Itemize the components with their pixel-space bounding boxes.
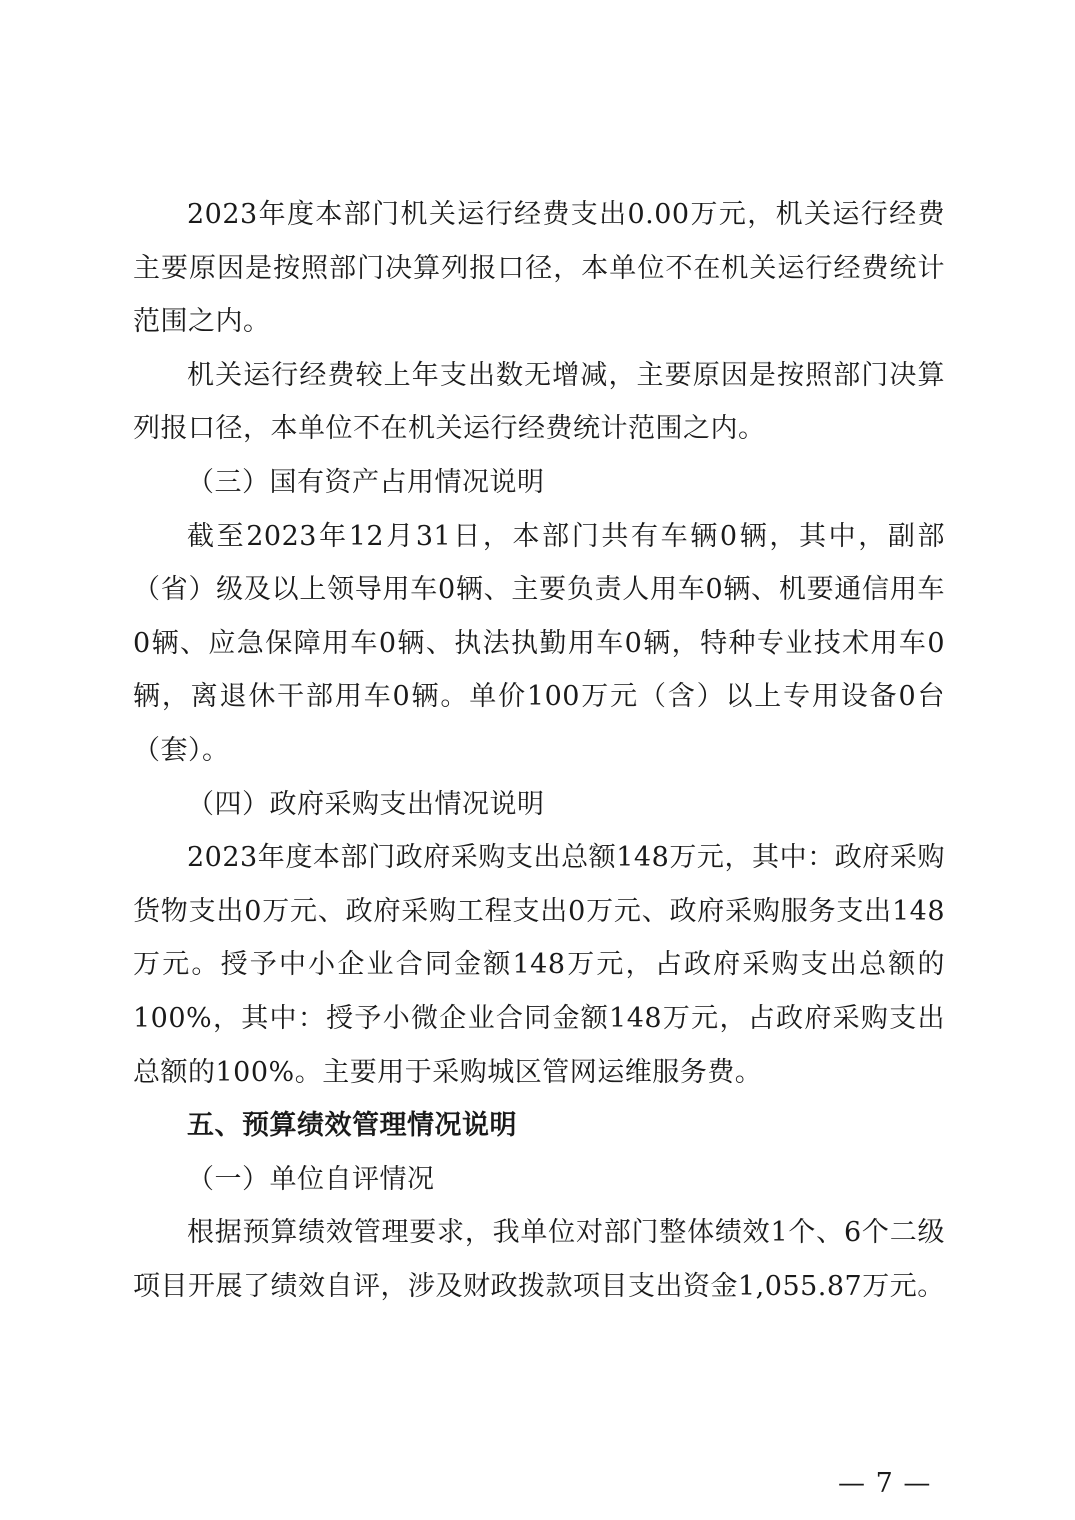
heading-self-evaluation: （一）单位自评情况 xyxy=(187,1163,435,1195)
page-number: — 7 — xyxy=(838,1468,932,1499)
heading-performance-management: 五、预算绩效管理情况说明 xyxy=(187,1110,517,1142)
heading-government-procurement: （四）政府采购支出情况说明 xyxy=(187,788,545,820)
paragraph-procurement: 2023年度本部门政府采购支出总额148万元，其中：政府采购货物支出0万元、政府采购工程支出0万元、政府采购服务支出148万元。授予中小企业合同金额148万元，占政府采购支出总额的100%，其中：授予小微企业合同金额148万元，占政府采购支出总额的100%。主要用于采购城区管网运维服务费。 xyxy=(133,842,945,1088)
paragraph-operating-expenses-change: 机关运行经费较上年支出数无增减，主要原因是按照部门决算列报口径，本单位不在机关运行经费统计范围之内。 xyxy=(133,359,945,445)
heading-state-assets: （三）国有资产占用情况说明 xyxy=(187,466,545,498)
paragraph-operating-expenses: 2023年度本部门机关运行经费支出0.00万元，机关运行经费主要原因是按照部门决算列报口径，本单位不在机关运行经费统计范围之内。 xyxy=(133,199,945,338)
paragraph-self-evaluation: 根据预算绩效管理要求，我单位对部门整体绩效1个、6个二级项目开展了绩效自评，涉及财政拨款项目支出资金1,055.87万元。 xyxy=(133,1217,945,1302)
paragraph-vehicles: 截至2023年12月31日，本部门共有车辆0辆，其中，副部（省）级及以上领导用车0辆、主要负责人用车0辆、机要通信用车0辆、应急保障用车0辆、执法执勤用车0辆，特种专业技术用车0辆，离退休干部用车0辆。单价100万元（含）以上专用设备0台（套）。 xyxy=(133,520,945,766)
document-body xyxy=(133,188,945,1313)
